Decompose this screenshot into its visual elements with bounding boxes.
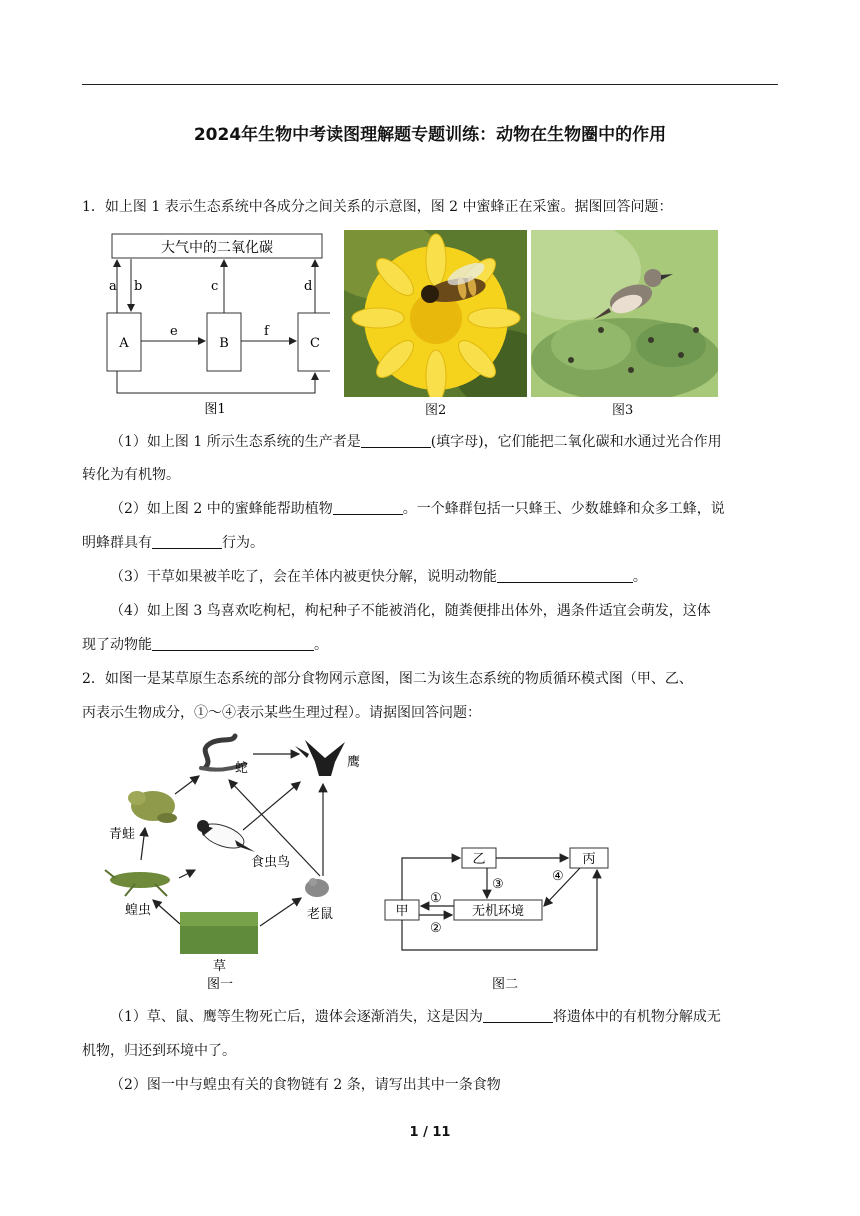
eagle-icon	[295, 740, 345, 776]
label-1: ①	[430, 891, 442, 906]
q1-sub3-text-2: 。	[632, 569, 647, 585]
q1-sub3-blank[interactable]	[497, 568, 633, 583]
q2-cycle-diagram	[380, 840, 620, 992]
label-a: a	[109, 279, 117, 294]
label-3: ③	[492, 877, 504, 892]
cycle-caption: 图二	[492, 977, 519, 992]
q1-sub3-text: （3）干草如果被羊吃了，会在羊体内被更快分解，说明动物能	[110, 569, 497, 585]
q1-sub4-cont	[82, 635, 778, 655]
q1-sub2-text-3: 明蜂群具有	[82, 535, 152, 551]
q1-sub3	[110, 567, 778, 587]
q1-sub2-text-4: 行为。	[222, 535, 264, 551]
arrow-grass-mouse	[260, 898, 301, 926]
q2-sub1-blank[interactable]	[483, 1008, 553, 1023]
arrow-frog-snake	[175, 776, 199, 794]
label-d: d	[304, 279, 313, 294]
bird-icon-2	[197, 819, 255, 853]
q1-sub1-blank[interactable]	[361, 433, 431, 448]
box-a-label: A	[119, 336, 129, 351]
q1-figure-1	[100, 228, 330, 420]
q1-stem: 1．如上图 1 表示生态系统中各成分之间关系的示意图，图 2 中蜜蜂正在采蜜。据图回答问题：	[82, 199, 673, 215]
grass-highlight	[180, 912, 258, 926]
q2-sub1	[110, 1007, 778, 1027]
q1-sub1-text: （1）如上图 1 所示生态系统的生产者是	[110, 434, 361, 450]
label-f: f	[264, 324, 269, 339]
label-4: ④	[552, 869, 564, 884]
q2-food-web	[95, 728, 375, 998]
label-e: e	[170, 324, 178, 339]
bird-label: 食虫鸟	[251, 855, 291, 870]
q1-sub1	[110, 432, 778, 452]
fig3-caption: 图3	[612, 403, 634, 418]
box-b-label: B	[219, 336, 229, 351]
q1-sub1-text-2: (填字母)，它们能把二氧化碳和水通过光合作用	[430, 434, 722, 450]
box-c-label: C	[310, 336, 320, 351]
mouse-icon	[305, 878, 329, 897]
q2-stem: 2．如图一是某草原生态系统的部分食物网示意图，图二为该生态系统的物质循环模式图（甲、乙、	[82, 671, 693, 687]
q1-sub2-cont	[82, 533, 778, 553]
env-label: 无机环境	[471, 904, 525, 919]
co2-label: 大气中的二氧化碳	[161, 240, 273, 256]
page-number: 1 / 11	[409, 1125, 451, 1140]
q1-sub2-text: （2）如上图 2 中的蜜蜂能帮助植物	[110, 501, 333, 517]
frog-icon	[128, 791, 177, 823]
jia-label: 甲	[395, 904, 409, 919]
q2-sub2: （2）图一中与蝗虫有关的食物链有 2 条，请写出其中一条食物	[110, 1077, 501, 1093]
arrow-locust-bird	[179, 870, 195, 878]
q1-sub2-blank-2[interactable]	[152, 534, 222, 549]
q1-sub4: （4）如上图 3 鸟喜欢吃枸杞，枸杞种子不能被消化，随粪便排出体外，遇条件适宜会萌发，这体	[110, 603, 711, 619]
q2-sub1-text-2: 将遗体中的有机物分解成无	[552, 1009, 721, 1025]
page-title: 2024年生物中考读图理解题专题训练：动物在生物圈中的作用	[193, 125, 667, 145]
q2-stem-cont: 丙表示生物成分，①～④表示某些生理过程）。请据图回答问题：	[82, 705, 481, 721]
q1-figure-3-photo	[531, 230, 718, 397]
locust-icon	[105, 870, 170, 896]
q1-sub2-text-2: 。一个蜂群包括一只蜂王、少数雄蜂和众多工蜂，说	[402, 501, 725, 517]
web-caption: 图一	[207, 977, 234, 992]
q1-sub4-text-3: 。	[314, 637, 328, 653]
q1-sub2-blank-1[interactable]	[333, 500, 403, 515]
mouse-label: 老鼠	[307, 907, 334, 922]
snake-label: 蛇	[235, 761, 249, 776]
label-2: ②	[430, 921, 442, 936]
fig2-caption: 图2	[425, 403, 447, 418]
arrow-bird-eagle	[243, 782, 300, 830]
arrow-locust-frog	[141, 828, 145, 860]
label-c: c	[211, 279, 219, 294]
bing-label: 丙	[582, 852, 596, 867]
frog-label: 青蛙	[109, 827, 136, 842]
yi-label: 乙	[472, 852, 486, 867]
header-rule	[82, 84, 778, 85]
arrow-grass-locust	[153, 900, 180, 924]
q2-sub1-cont: 机物，归还到环境中了。	[82, 1043, 236, 1059]
q1-sub2	[110, 499, 778, 519]
fig1-caption: 图1	[204, 402, 226, 417]
q1-sub4-blank[interactable]	[152, 636, 314, 651]
eagle-label: 鹰	[347, 755, 361, 770]
q1-sub1-cont: 转化为有机物。	[82, 467, 180, 483]
q1-sub4-text-2: 现了动物能	[82, 637, 152, 653]
label-b: b	[134, 279, 143, 294]
q1-figure-2-photo	[344, 230, 527, 397]
locust-label: 蝗虫	[125, 903, 152, 918]
arrow-a-to-c	[117, 371, 315, 393]
grass-label: 草	[213, 959, 227, 974]
q2-sub1-text: （1）草、鼠、鹰等生物死亡后，遗体会逐渐消失，这是因为	[110, 1009, 483, 1025]
